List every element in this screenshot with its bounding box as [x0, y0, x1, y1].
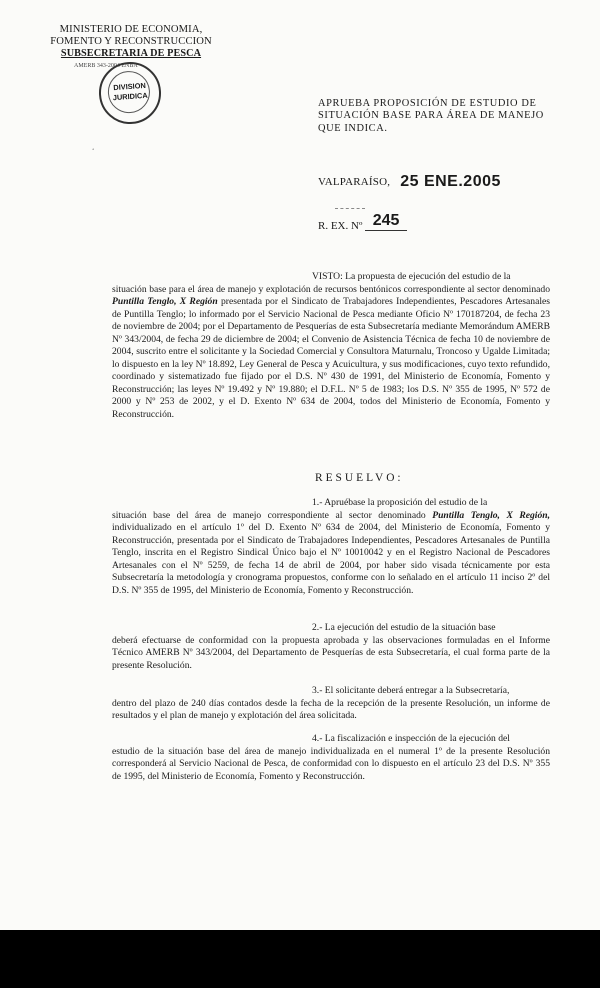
item-3-lead: 3.- El solicitante deberá entregar a la Subsecretaría,	[312, 685, 510, 696]
place-and-date	[318, 172, 501, 190]
item-2-text: deberá efectuarse de conformidad con la propuesta aprobada y las observaciones formuladas en el Informe Técnico AMERB Nº 343/2004, del Departamento de Pesquerías de esta Subsecretaría, el cual forma parte de la presente Resolución.	[112, 634, 550, 671]
rex-label: R. EX. Nº	[318, 220, 363, 232]
resolution-item-4	[112, 733, 550, 783]
item-3-text: dentro del plazo de 240 días contados desde la fecha de la recepción de la presente Resolución, un informe de resultados y el plan de manejo y explotación del área solicitada.	[112, 697, 550, 721]
scan-bottom-border	[0, 930, 600, 988]
resolution-title: APRUEBA PROPOSICIÓN DE ESTUDIO DE SITUACIÓN BASE PARA ÁREA DE MANEJO QUE INDICA.	[318, 98, 544, 134]
resolution-number	[318, 212, 407, 235]
resolution-item-1	[112, 497, 550, 597]
place-label: VALPARAÍSO,	[318, 176, 391, 188]
item-2-lead: 2.- La ejecución del estudio de la situación base	[312, 622, 496, 633]
resuelvo-heading: RESUELVO:	[315, 472, 404, 484]
resolution-item-3	[112, 685, 550, 723]
visto-paragraph	[112, 271, 550, 421]
item-1-text-b: individualizado en el artículo 1º del D. Exento Nº 634 de 2004, del Ministerio de Economía, Fomento y Reconstrucción, presentada por el Sindicato de Trabajadores Independientes, Pescadores Artesanales de Puntilla Tenglo, inscrita en el Registro Sindical Único bajo el Nº 10010042 y en el Registro Nacional de Pescadores Artesanales con el Nº 5259, de fecha 14 de abril de 2004, por haber sido visada técnicamente por esta Subsecretaría la metodología y cronograma propuestos, conforme con lo señalado en el artículo 11 inciso 2º del D.S. Nº 355 de 1995, del Ministerio de Economía, Fomento y Reconstrucción.	[112, 522, 550, 596]
item-4-text: estudio de la situación base del área de manejo individualizada en el numeral 1º de la presente Resolución corresponderá al Servicio Nacional de Pesca, de conformidad con lo dispuesto en el artículo 23 del D.S. Nº 355 de 1995, del Ministerio de Economía, Fomento y Reconstrucción.	[112, 745, 550, 782]
ministry-name-line2: FOMENTO Y RECONSTRUCCION	[50, 36, 212, 47]
stamp-text-division: DIVISION	[113, 80, 147, 93]
subsecretariat-name: SUBSECRETARIA DE PESCA	[60, 48, 202, 59]
ministry-name: MINISTERIO DE ECONOMIA,	[59, 24, 203, 35]
item-1-site-name: Puntilla Tenglo, X Región,	[432, 509, 550, 521]
resolution-item-2	[112, 622, 550, 672]
visto-lead: VISTO: La propuesta de ejecución del estudio de la	[312, 271, 511, 282]
stamp-text-juridica: JURIDICA	[112, 90, 148, 103]
visto-text-a: situación base para el área de manejo y explotación de recursos bentónicos correspondiente al sector denominado	[112, 283, 550, 295]
margin-mark: ‘	[92, 147, 95, 155]
number-divider	[335, 208, 365, 209]
visto-site-name: Puntilla Tenglo, X Región	[112, 296, 218, 307]
item-1-lead: 1.- Apruébase la proposición del estudio de la	[312, 497, 488, 508]
item-4-lead: 4.- La fiscalización e inspección de la ejecución del	[312, 733, 510, 744]
header-reference: AMERB 343-2004 ENBA	[74, 63, 138, 69]
visto-text-b: presentada por el Sindicato de Trabajadores Independientes, Pescadores Artesanales de Puntilla Tenglo; lo informado por el Servicio Nacional de Pesca mediante Oficio Nº 170187204, de fecha 23 de noviembre de 2004; por el Departamento de Pesquerías de esta Subsecretaría mediante Memorándum AMERB Nº 343/2004, de fecha 29 de diciembre de 2004; el Convenio de Asistencia Técnica de fecha 10 de noviembre de 2004, suscrito entre el solicitante y la Sociedad Comercial y Consultora Maturnalu, Troncoso y Ugalde Limitada; lo dispuesto en la ley Nº 18.892, Ley General de Pesca y Acuicultura, y sus modificaciones, cuyo texto refundido, coordinado y sistematizado fue fijado por el D.S. Nº 430 de 1991, del Ministerio de Economía, Fomento y Reconstrucción; las leyes Nº 19.492 y Nº 19.880; el D.F.L. Nº 5 de 1983; los D.S. Nº 355 de 1995, Nº 572 de 2000 y Nº 253 de 2002, y el D. Exento Nº 634 de 2004, todos del Ministerio de Economía, Fomento y Reconstrucción.	[112, 296, 550, 420]
rex-number: 245	[365, 212, 407, 231]
item-1-text-a: situación base del área de manejo correspondiente al sector denominado	[112, 509, 433, 521]
resolution-date: 25 ENE.2005	[400, 173, 501, 190]
